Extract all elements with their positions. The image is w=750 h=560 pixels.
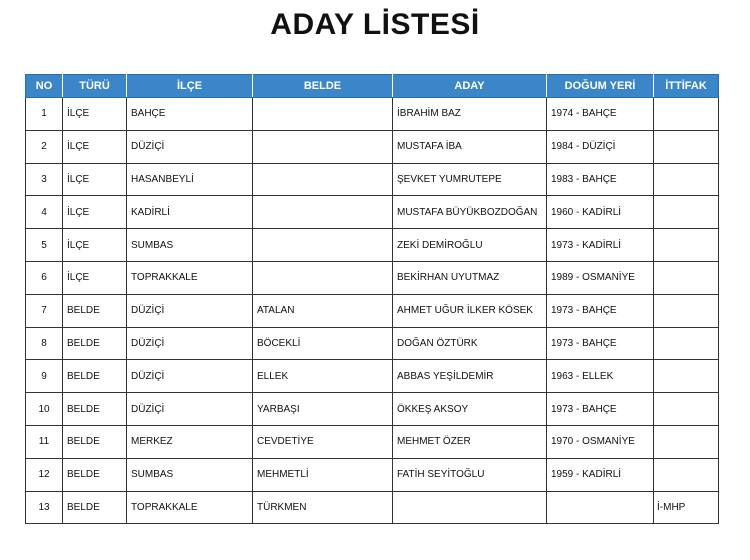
cell-no: 10	[26, 393, 63, 426]
cell-no: 11	[26, 425, 63, 458]
cell-belde	[253, 261, 393, 294]
cell-no: 7	[26, 294, 63, 327]
cell-dogum-yeri: 1963 - ELLEK	[547, 360, 654, 393]
table-row	[26, 393, 719, 426]
cell-ilce: MERKEZ	[127, 425, 253, 458]
cell-no: 1	[26, 98, 63, 131]
cell-aday: BEKİRHAN UYUTMAZ	[393, 261, 547, 294]
column-header-ilce: İLÇE	[127, 75, 253, 98]
cell-no: 12	[26, 458, 63, 491]
cell-no: 2	[26, 130, 63, 163]
cell-turu: BELDE	[63, 360, 127, 393]
page-title: ADAY LİSTESİ	[270, 8, 480, 41]
table-row	[26, 294, 719, 327]
cell-dogum-yeri	[547, 491, 654, 524]
cell-belde: YARBAŞI	[253, 393, 393, 426]
cell-aday	[393, 491, 547, 524]
cell-ilce: SUMBAS	[127, 458, 253, 491]
column-header-dogum-yeri: DOĞUM YERİ	[547, 75, 654, 98]
table-row	[26, 458, 719, 491]
column-header-aday: ADAY	[393, 75, 547, 98]
cell-ittifak	[654, 196, 719, 229]
cell-ittifak: İ-MHP	[654, 491, 719, 524]
table-row	[26, 130, 719, 163]
cell-aday: AHMET UĞUR İLKER KÖSEK	[393, 294, 547, 327]
table-header-row	[26, 75, 719, 98]
cell-aday: ŞEVKET YUMRUTEPE	[393, 163, 547, 196]
cell-belde	[253, 163, 393, 196]
cell-turu: BELDE	[63, 294, 127, 327]
table-row	[26, 98, 719, 131]
cell-belde: BÖCEKLİ	[253, 327, 393, 360]
cell-turu: İLÇE	[63, 196, 127, 229]
table-row	[26, 163, 719, 196]
cell-ittifak	[654, 425, 719, 458]
cell-aday: ABBAS YEŞİLDEMİR	[393, 360, 547, 393]
cell-ittifak	[654, 393, 719, 426]
cell-no: 3	[26, 163, 63, 196]
cell-dogum-yeri: 1989 - OSMANİYE	[547, 261, 654, 294]
cell-ilce: SUMBAS	[127, 229, 253, 262]
cell-ittifak	[654, 294, 719, 327]
cell-belde	[253, 229, 393, 262]
cell-dogum-yeri: 1959 - KADİRLİ	[547, 458, 654, 491]
column-header-no: NO	[26, 75, 63, 98]
table-row	[26, 360, 719, 393]
cell-no: 8	[26, 327, 63, 360]
cell-turu: İLÇE	[63, 98, 127, 131]
cell-dogum-yeri: 1974 - BAHÇE	[547, 98, 654, 131]
cell-ittifak	[654, 130, 719, 163]
cell-ilce: DÜZİÇİ	[127, 294, 253, 327]
cell-dogum-yeri: 1983 - BAHÇE	[547, 163, 654, 196]
cell-aday: MUSTAFA BÜYÜKBOZDOĞAN	[393, 196, 547, 229]
cell-ilce: TOPRAKKALE	[127, 491, 253, 524]
column-header-ittifak: İTTİFAK	[654, 75, 719, 98]
cell-belde: TÜRKMEN	[253, 491, 393, 524]
table-row	[26, 261, 719, 294]
cell-turu: İLÇE	[63, 130, 127, 163]
cell-dogum-yeri: 1984 - DÜZİÇİ	[547, 130, 654, 163]
cell-belde: ATALAN	[253, 294, 393, 327]
cell-ittifak	[654, 163, 719, 196]
cell-ittifak	[654, 327, 719, 360]
cell-no: 4	[26, 196, 63, 229]
cell-turu: İLÇE	[63, 261, 127, 294]
candidate-table	[25, 74, 719, 524]
column-header-turu: TÜRÜ	[63, 75, 127, 98]
cell-ittifak	[654, 261, 719, 294]
cell-no: 9	[26, 360, 63, 393]
cell-ittifak	[654, 360, 719, 393]
cell-belde	[253, 196, 393, 229]
cell-ittifak	[654, 98, 719, 131]
cell-dogum-yeri: 1973 - BAHÇE	[547, 327, 654, 360]
cell-dogum-yeri: 1973 - BAHÇE	[547, 294, 654, 327]
cell-turu: İLÇE	[63, 163, 127, 196]
cell-turu: İLÇE	[63, 229, 127, 262]
cell-dogum-yeri: 1960 - KADİRLİ	[547, 196, 654, 229]
cell-ilce: DÜZİÇİ	[127, 393, 253, 426]
cell-ittifak	[654, 458, 719, 491]
cell-belde	[253, 98, 393, 131]
table-row	[26, 491, 719, 524]
cell-no: 5	[26, 229, 63, 262]
cell-no: 13	[26, 491, 63, 524]
cell-aday: ZEKİ DEMİROĞLU	[393, 229, 547, 262]
cell-ilce: KADİRLİ	[127, 196, 253, 229]
table-row	[26, 196, 719, 229]
cell-belde	[253, 130, 393, 163]
cell-aday: MUSTAFA İBA	[393, 130, 547, 163]
cell-ilce: DÜZİÇİ	[127, 327, 253, 360]
cell-dogum-yeri: 1973 - KADİRLİ	[547, 229, 654, 262]
cell-aday: MEHMET ÖZER	[393, 425, 547, 458]
table-row	[26, 327, 719, 360]
cell-ittifak	[654, 229, 719, 262]
table-row	[26, 229, 719, 262]
cell-no: 6	[26, 261, 63, 294]
cell-ilce: BAHÇE	[127, 98, 253, 131]
cell-ilce: DÜZİÇİ	[127, 360, 253, 393]
cell-ilce: TOPRAKKALE	[127, 261, 253, 294]
cell-turu: BELDE	[63, 491, 127, 524]
cell-belde: CEVDETİYE	[253, 425, 393, 458]
table-row	[26, 425, 719, 458]
cell-turu: BELDE	[63, 393, 127, 426]
cell-belde: MEHMETLİ	[253, 458, 393, 491]
cell-aday: FATİH SEYİTOĞLU	[393, 458, 547, 491]
cell-ilce: DÜZİÇİ	[127, 130, 253, 163]
cell-dogum-yeri: 1973 - BAHÇE	[547, 393, 654, 426]
cell-turu: BELDE	[63, 458, 127, 491]
cell-turu: BELDE	[63, 425, 127, 458]
cell-dogum-yeri: 1970 - OSMANİYE	[547, 425, 654, 458]
cell-belde: ELLEK	[253, 360, 393, 393]
cell-aday: İBRAHİM BAZ	[393, 98, 547, 131]
cell-ilce: HASANBEYLİ	[127, 163, 253, 196]
cell-turu: BELDE	[63, 327, 127, 360]
column-header-belde: BELDE	[253, 75, 393, 98]
cell-aday: ÖKKEŞ AKSOY	[393, 393, 547, 426]
cell-aday: DOĞAN ÖZTÜRK	[393, 327, 547, 360]
